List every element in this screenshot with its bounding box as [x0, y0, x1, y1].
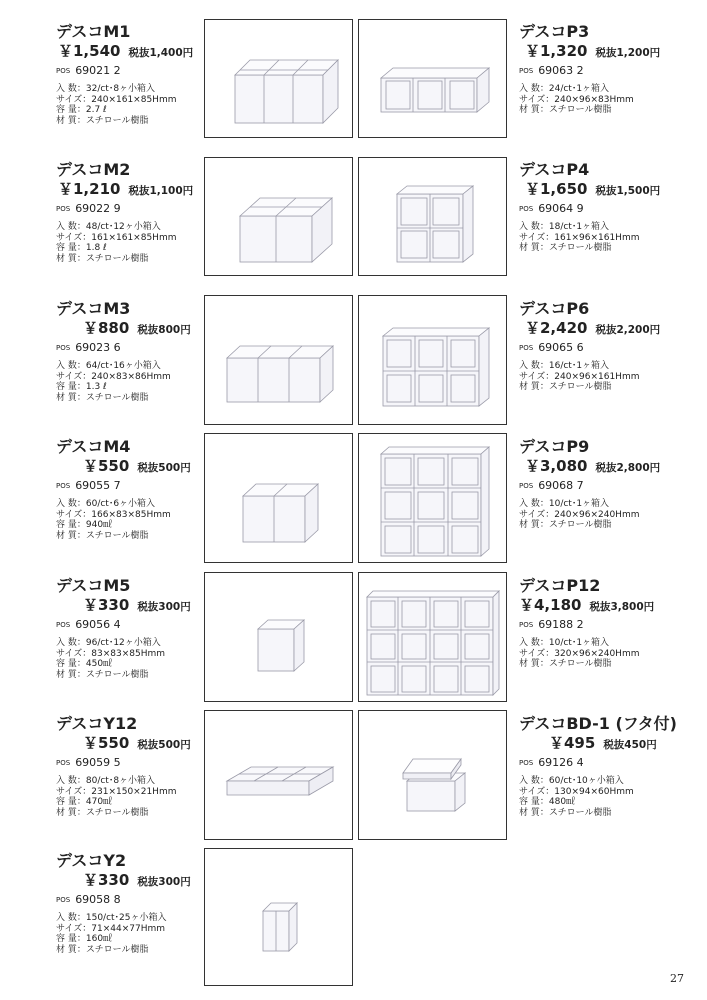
product-specs [519, 84, 660, 116]
pos-code: 69022 9 [75, 202, 121, 215]
product-image-m3 [204, 295, 353, 425]
product-image-y2 [204, 848, 353, 986]
spec-size: サイズ：161×161×85Hmm [56, 232, 177, 243]
product-price: ￥1,320 [525, 42, 588, 60]
spec-material: 材 質：スチロール樹脂 [519, 659, 612, 669]
pos-code: 69023 6 [75, 341, 121, 354]
product-price: ￥550 [83, 457, 130, 475]
product-desco-bd1 [519, 714, 677, 818]
product-tax-price: 税抜2,200円 [595, 324, 661, 336]
clear-drawer-illustration [359, 20, 506, 137]
product-specs [519, 361, 660, 393]
spec-capacity: 容 量：1.3 ℓ [56, 382, 107, 392]
product-specs [56, 222, 193, 264]
product-image-p9 [358, 433, 507, 563]
product-name: デスコM2 [56, 160, 131, 179]
spec-material: 材 質：スチロール樹脂 [56, 807, 149, 818]
pos-code: 69188 2 [538, 618, 584, 631]
pos-label: POS [56, 205, 71, 213]
pos-label: POS [519, 344, 534, 352]
clear-tray-illustration [205, 711, 352, 839]
pos-code: 69056 4 [75, 618, 121, 631]
spec-material: 材 質：スチロール樹脂 [56, 944, 149, 955]
product-specs [56, 638, 191, 680]
product-desco-y2 [56, 851, 191, 955]
pos-code: 69063 2 [538, 64, 584, 77]
clear-lidded-box-illustration [359, 711, 506, 839]
product-name: デスコP4 [519, 160, 590, 179]
product-image-p3 [358, 19, 507, 138]
spec-capacity: 容 量：480㎖ [519, 797, 576, 807]
spec-capacity: 容 量：470㎖ [56, 797, 113, 807]
pos-code: 69068 7 [538, 479, 584, 492]
spec-quantity: 入 数：24/ct･1ヶ箱入 [519, 84, 610, 94]
product-image-m2 [204, 157, 353, 276]
pos-code: 69126 4 [538, 756, 584, 769]
spec-size: サイズ：71×44×77Hmm [56, 923, 166, 934]
product-desco-m1 [56, 22, 193, 126]
product-image-y12 [204, 710, 353, 840]
product-price: ￥1,210 [58, 180, 121, 198]
product-tax-price: 税抜500円 [137, 739, 191, 751]
spec-size: サイズ：166×83×85Hmm [56, 509, 171, 520]
pos-code: 69065 6 [538, 341, 584, 354]
product-desco-y12 [56, 714, 191, 818]
spec-capacity: 容 量：160㎖ [56, 934, 113, 944]
product-name: デスコY12 [56, 714, 138, 733]
product-price: ￥550 [83, 734, 130, 752]
product-price: ￥495 [549, 734, 596, 752]
spec-material: 材 質：スチロール樹脂 [56, 115, 149, 126]
product-image-p4 [358, 157, 507, 276]
pos-label: POS [56, 344, 71, 352]
spec-size: サイズ：320×96×240Hmm [519, 648, 640, 659]
product-name: デスコY2 [56, 851, 127, 870]
product-specs [56, 913, 191, 955]
spec-size: サイズ：231×150×21Hmm [56, 786, 177, 797]
product-tax-price: 税抜1,100円 [128, 185, 194, 197]
spec-material: 材 質：スチロール樹脂 [519, 807, 612, 818]
spec-size: サイズ：240×83×86Hmm [56, 371, 171, 382]
spec-material: 材 質：スチロール樹脂 [56, 253, 149, 264]
spec-size: サイズ：240×96×240Hmm [519, 509, 640, 520]
spec-material: 材 質：スチロール樹脂 [56, 392, 149, 403]
product-price: ￥1,650 [525, 180, 588, 198]
product-price: ￥4,180 [519, 596, 582, 614]
product-desco-m2 [56, 160, 193, 264]
clear-box-illustration [205, 20, 352, 137]
product-desco-p12 [519, 576, 654, 670]
spec-quantity: 入 数：10/ct･1ヶ箱入 [519, 638, 610, 648]
product-desco-p3 [519, 22, 660, 116]
spec-quantity: 入 数：32/ct･8ヶ小箱入 [56, 84, 156, 94]
spec-material: 材 質：スチロール樹脂 [519, 382, 612, 392]
product-tax-price: 税抜450円 [603, 739, 657, 751]
pos-code: 69059 5 [75, 756, 121, 769]
pos-label: POS [56, 896, 71, 904]
clear-drawer-illustration [359, 573, 506, 701]
product-desco-p6 [519, 299, 660, 393]
pos-label: POS [519, 759, 534, 767]
pos-label: POS [519, 67, 534, 75]
spec-capacity: 容 量：1.8 ℓ [56, 243, 107, 253]
spec-material: 材 質：スチロール樹脂 [519, 105, 612, 115]
product-specs [56, 776, 191, 818]
pos-label: POS [56, 759, 71, 767]
product-price: ￥2,420 [525, 319, 588, 337]
spec-material: 材 質：スチロール樹脂 [56, 669, 149, 680]
product-tax-price: 税抜300円 [137, 601, 191, 613]
product-name: デスコM3 [56, 299, 131, 318]
spec-capacity: 容 量：2.7 ℓ [56, 105, 107, 115]
spec-size: サイズ：130×94×60Hmm [519, 786, 634, 797]
spec-size: サイズ：240×96×83Hmm [519, 94, 634, 105]
product-image-m4 [204, 433, 353, 563]
spec-quantity: 入 数：16/ct･1ヶ箱入 [519, 361, 610, 371]
pos-label: POS [519, 205, 534, 213]
product-name: デスコM5 [56, 576, 131, 595]
product-desco-m3 [56, 299, 191, 403]
product-tax-price: 税抜800円 [137, 324, 191, 336]
pos-code: 69064 9 [538, 202, 584, 215]
product-desco-m5 [56, 576, 191, 680]
spec-quantity: 入 数：10/ct･1ヶ箱入 [519, 499, 610, 509]
product-name: デスコP3 [519, 22, 590, 41]
product-price: ￥3,080 [525, 457, 588, 475]
product-tax-price: 税抜300円 [137, 876, 191, 888]
pos-code: 69055 7 [75, 479, 121, 492]
product-specs [56, 361, 191, 403]
spec-material: 材 質：スチロール樹脂 [56, 530, 149, 541]
spec-quantity: 入 数：150/ct･25ヶ小箱入 [56, 913, 167, 923]
product-price: ￥1,540 [58, 42, 121, 60]
product-name: デスコBD-1 (フタ付) [519, 714, 677, 733]
pos-code: 69021 2 [75, 64, 121, 77]
clear-box-illustration [205, 434, 352, 562]
product-tax-price: 税抜1,500円 [595, 185, 661, 197]
product-tax-price: 税抜1,400円 [128, 47, 194, 59]
product-price: ￥880 [83, 319, 130, 337]
product-price: ￥330 [83, 596, 130, 614]
spec-size: サイズ：83×83×85Hmm [56, 648, 166, 659]
product-specs [519, 222, 660, 254]
pos-label: POS [56, 67, 71, 75]
pos-code: 69058 8 [75, 893, 121, 906]
page-number: 27 [670, 972, 684, 985]
spec-quantity: 入 数：18/ct･1ヶ箱入 [519, 222, 610, 232]
product-name: デスコP12 [519, 576, 601, 595]
spec-quantity: 入 数：60/ct･10ヶ小箱入 [519, 776, 624, 786]
product-specs [519, 638, 654, 670]
clear-drawer-illustration [359, 434, 506, 562]
clear-box-illustration [205, 849, 352, 985]
product-tax-price: 税抜2,800円 [595, 462, 661, 474]
pos-label: POS [56, 482, 71, 490]
product-image-m5 [204, 572, 353, 702]
clear-box-illustration [205, 573, 352, 701]
spec-quantity: 入 数：48/ct･12ヶ小箱入 [56, 222, 161, 232]
product-name: デスコP9 [519, 437, 590, 456]
spec-quantity: 入 数：64/ct･16ヶ小箱入 [56, 361, 161, 371]
spec-material: 材 質：スチロール樹脂 [519, 243, 612, 253]
spec-size: サイズ：240×161×85Hmm [56, 94, 177, 105]
spec-capacity: 容 量：940㎖ [56, 520, 113, 530]
spec-capacity: 容 量：450㎖ [56, 659, 113, 669]
product-tax-price: 税抜1,200円 [595, 47, 661, 59]
spec-quantity: 入 数：80/ct･8ヶ小箱入 [56, 776, 156, 786]
product-desco-m4 [56, 437, 191, 541]
product-image-p12 [358, 572, 507, 702]
clear-box-illustration [205, 158, 352, 275]
product-tax-price: 税抜3,800円 [589, 601, 655, 613]
spec-size: サイズ：161×96×161Hmm [519, 232, 640, 243]
pos-label: POS [519, 621, 534, 629]
pos-label: POS [519, 482, 534, 490]
product-tax-price: 税抜500円 [137, 462, 191, 474]
product-image-bd1 [358, 710, 507, 840]
product-name: デスコM4 [56, 437, 131, 456]
product-desco-p9 [519, 437, 660, 531]
product-image-p6 [358, 295, 507, 425]
clear-drawer-illustration [359, 158, 506, 275]
spec-quantity: 入 数：96/ct･12ヶ小箱入 [56, 638, 161, 648]
spec-material: 材 質：スチロール樹脂 [519, 520, 612, 530]
product-specs [519, 776, 677, 818]
clear-box-illustration [205, 296, 352, 424]
spec-quantity: 入 数：60/ct･6ヶ小箱入 [56, 499, 156, 509]
product-desco-p4 [519, 160, 660, 254]
clear-drawer-illustration [359, 296, 506, 424]
product-price: ￥330 [83, 871, 130, 889]
product-name: デスコP6 [519, 299, 590, 318]
product-image-m1 [204, 19, 353, 138]
pos-label: POS [56, 621, 71, 629]
product-specs [56, 499, 191, 541]
product-name: デスコM1 [56, 22, 131, 41]
product-specs [56, 84, 193, 126]
product-specs [519, 499, 660, 531]
spec-size: サイズ：240×96×161Hmm [519, 371, 640, 382]
